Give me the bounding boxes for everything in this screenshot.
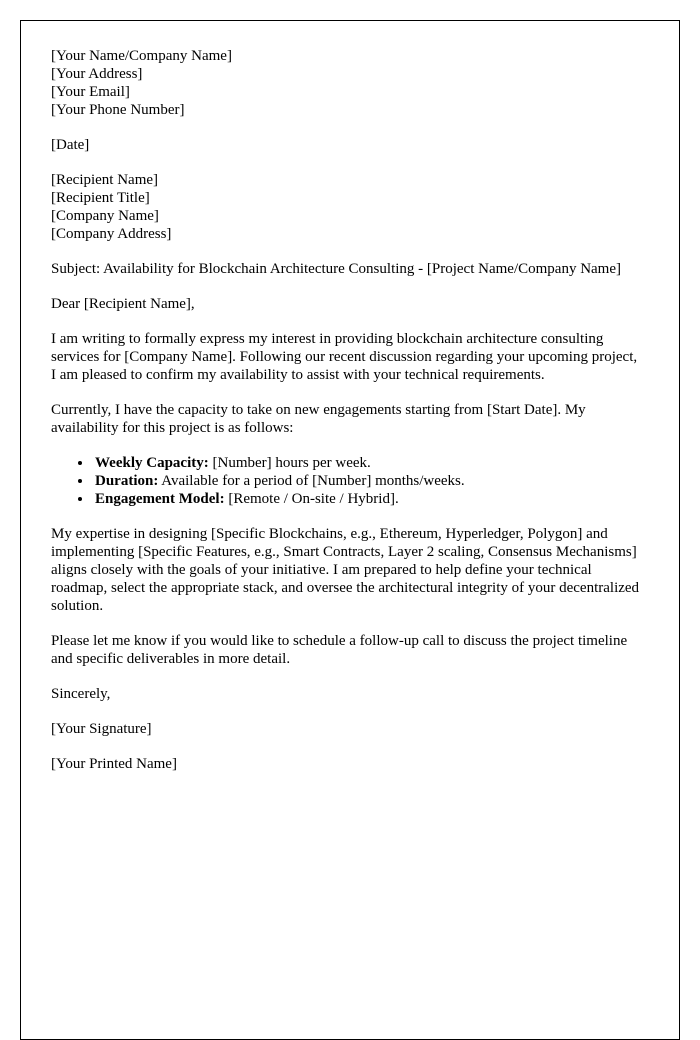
sender-name: [Your Name/Company Name]	[51, 48, 232, 64]
list-item-engagement-model	[93, 490, 649, 508]
recipient-block	[51, 171, 649, 243]
sender-block	[51, 47, 649, 119]
availability-list	[51, 454, 649, 508]
bullet-text: [Number] hours per week.	[208, 455, 371, 471]
salutation: Dear [Recipient Name],	[51, 296, 195, 312]
followup-paragraph: Please let me know if you would like to schedule a follow-up call to discuss the project timeline and specific deliverables in more detail.	[51, 633, 628, 667]
list-item-duration	[93, 472, 649, 490]
recipient-title: [Recipient Title]	[51, 190, 150, 206]
letter-page	[20, 20, 680, 1040]
bullet-text: [Remote / On-site / Hybrid].	[224, 491, 399, 507]
sender-address: [Your Address]	[51, 66, 143, 82]
date-line: [Date]	[51, 137, 90, 153]
availability-paragraph: Currently, I have the capacity to take on new engagements starting from [Start Date]. My availability for this project is as follows:	[51, 402, 586, 436]
recipient-company: [Company Name]	[51, 208, 159, 224]
recipient-address: [Company Address]	[51, 226, 172, 242]
closing: Sincerely,	[51, 686, 111, 702]
sender-email: [Your Email]	[51, 84, 130, 100]
signature-placeholder: [Your Signature]	[51, 721, 152, 737]
list-item-weekly-capacity	[93, 454, 649, 472]
printed-name-placeholder: [Your Printed Name]	[51, 756, 177, 772]
bullet-text: Available for a period of [Number] months/weeks.	[158, 473, 465, 489]
intro-paragraph: I am writing to formally express my interest in providing blockchain architecture consulting services for [Company Name]. Following our recent discussion regarding your upcoming project, I am pleased to confirm my availability to assist with your technical requirements.	[51, 331, 638, 383]
bullet-label: Engagement Model:	[95, 491, 225, 507]
subject-line: Subject: Availability for Blockchain Architecture Consulting - [Project Name/Company Name]	[51, 261, 621, 277]
recipient-name: [Recipient Name]	[51, 172, 159, 188]
bullet-label: Weekly Capacity:	[95, 455, 209, 471]
sender-phone: [Your Phone Number]	[51, 102, 185, 118]
expertise-paragraph: My expertise in designing [Specific Blockchains, e.g., Ethereum, Hyperledger, Polygon] and implementing [Specific Features, e.g., Smart Contracts, Layer 2 scaling, Consensus Mechanisms] aligns closely with the goals of your initiative. I am prepared to help define your technical roadmap, select the appropriate stack, and oversee the architectural integrity of your decentralized solution.	[51, 526, 640, 614]
bullet-label: Duration:	[95, 473, 159, 489]
